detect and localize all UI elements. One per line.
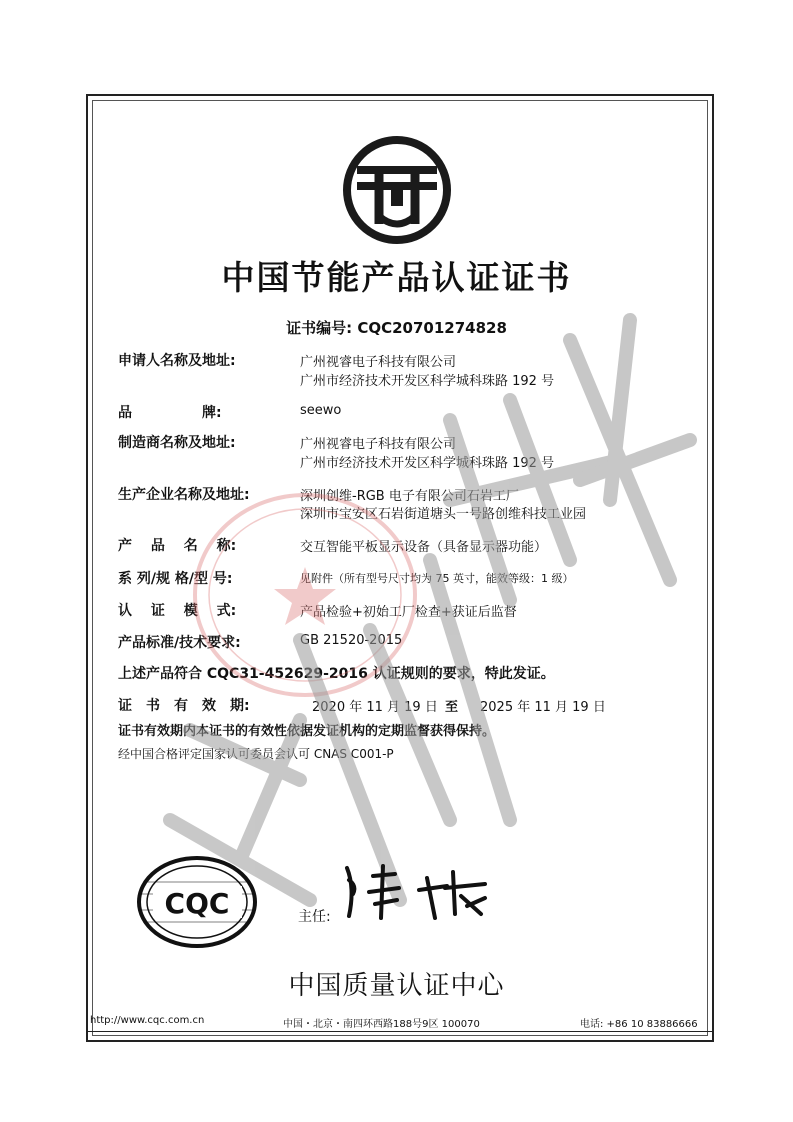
validity-label: 证 书 有 效 期: <box>118 698 250 714</box>
factory-address: 深圳市宝安区石岩街道塘头一号路创维科技工业园 <box>300 507 587 522</box>
cert-mode-label: 认 证 模 式: <box>118 603 237 619</box>
manufacturer-label: 制造商名称及地址: <box>118 435 236 451</box>
energy-saving-emblem <box>343 136 451 244</box>
standard-label: 产品标准/技术要求: <box>118 635 241 651</box>
applicant-name: 广州视睿电子科技有限公司 <box>300 355 457 370</box>
validity-to-word: 至 <box>445 700 459 715</box>
factory-name: 深圳创维-RGB 电子有限公司石岩工厂 <box>300 489 519 504</box>
director-label: 主任: <box>298 909 331 925</box>
validity-from: 2020 年 11 月 19 日 <box>312 700 438 715</box>
footer-divider <box>88 1031 712 1032</box>
manufacturer-address: 广州市经济技术开发区科学城科珠路 192 号 <box>300 456 555 471</box>
factory-label: 生产企业名称及地址: <box>118 487 250 503</box>
validity-note: 证书有效期内本证书的有效性依据发证机构的定期监督获得保持。 <box>118 724 496 739</box>
product-name-label: 产 品 名 称: <box>118 538 237 554</box>
cqc-logo-text: CQC <box>164 887 230 920</box>
brand-value: seewo <box>300 403 342 418</box>
certificate-number: 证书编号: CQC20701274828 <box>286 319 507 337</box>
director-signature <box>335 858 505 928</box>
cert-mode-value: 产品检验+初始工厂检查+获证后监督 <box>300 605 517 620</box>
accreditation-text: 经中国合格评定国家认可委员会认可 CNAS C001-P <box>118 747 394 761</box>
manufacturer-name: 广州视睿电子科技有限公司 <box>300 437 457 452</box>
compliance-statement: 上述产品符合 CQC31-452629-2016 认证规则的要求，特此发证。 <box>118 666 555 682</box>
standard-value: GB 21520-2015 <box>300 633 403 648</box>
certificate-title: 中国节能产品认证证书 <box>221 258 572 297</box>
validity-to: 2025 年 11 月 19 日 <box>480 700 606 715</box>
product-name-value: 交互智能平板显示设备（具备显示器功能） <box>300 540 548 555</box>
footer-address: 中国・北京・南四环西路188号9区 100070 <box>283 1019 480 1030</box>
footer-website: http://www.cqc.com.cn <box>90 1015 205 1026</box>
brand-label: 品 牌: <box>118 405 222 421</box>
issuing-organization: 中国质量认证中心 <box>288 971 505 1001</box>
footer-phone: 电话: +86 10 83886666 <box>580 1019 698 1030</box>
applicant-label: 申请人名称及地址: <box>118 353 236 369</box>
model-value: 见附件（所有型号尺寸均为 75 英寸，能效等级：1 级） <box>300 572 574 585</box>
cqc-logo <box>135 852 260 952</box>
official-seal <box>170 475 440 715</box>
applicant-address: 广州市经济技术开发区科学城科珠路 192 号 <box>300 374 555 389</box>
model-label: 系 列/规 格/型 号: <box>118 571 233 587</box>
